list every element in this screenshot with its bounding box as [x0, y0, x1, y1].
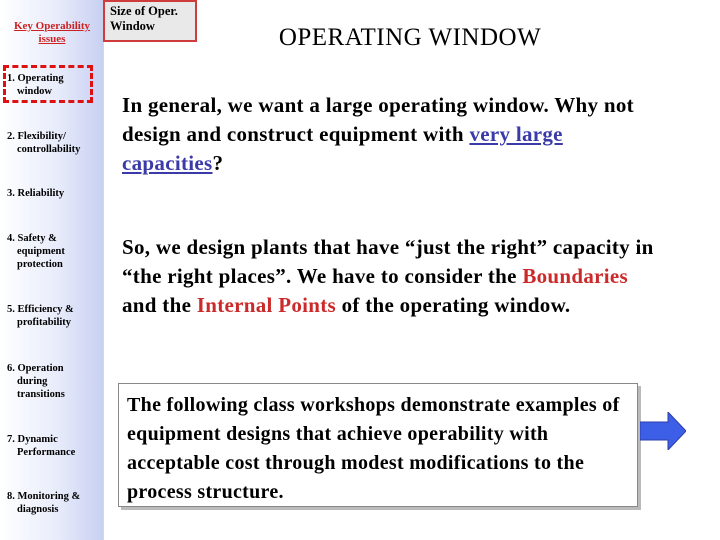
- workshop-note-box: [118, 383, 638, 507]
- sidebar-item-label: transitions: [17, 389, 65, 400]
- paragraph-design-text: So, we design plants that have “just the right” capacity in “the right places”. We have to consider the: [122, 235, 654, 288]
- sidebar-item-efficiency[interactable]: [7, 303, 101, 329]
- sidebar-item-label: controllability: [17, 144, 81, 155]
- sidebar-item-monitoring[interactable]: [7, 490, 101, 516]
- page-title: OPERATING WINDOW: [278, 24, 542, 51]
- sidebar-item-label: 8. Monitoring &: [7, 491, 81, 502]
- sidebar-item-label: 7. Dynamic: [7, 434, 58, 445]
- sidebar-item-label: protection: [17, 259, 63, 270]
- size-box-line2: Window: [110, 19, 155, 33]
- paragraph-design-text: and the: [122, 293, 197, 317]
- internal-points-term: Internal Points: [196, 293, 337, 317]
- paragraph-intro: [122, 91, 662, 178]
- boundaries-term: Boundaries: [522, 264, 629, 288]
- sidebar-title: [6, 20, 98, 46]
- sidebar-item-operating-window[interactable]: [7, 72, 101, 98]
- sidebar: [0, 0, 103, 540]
- sidebar-item-label: 6. Operation: [7, 363, 64, 374]
- sidebar-title-line2: issues: [38, 33, 66, 45]
- sidebar-item-label: during: [17, 376, 48, 387]
- sidebar-item-operation-transitions[interactable]: [7, 362, 101, 401]
- sidebar-item-label: 3. Reliability: [7, 188, 65, 199]
- sidebar-item-label: 5. Efficiency &: [7, 304, 74, 315]
- sidebar-item-label: 2. Flexibility/: [7, 131, 66, 142]
- sidebar-item-dynamic-performance[interactable]: [7, 433, 101, 459]
- sidebar-item-label: 4. Safety &: [7, 233, 57, 244]
- sidebar-item-safety[interactable]: [7, 232, 101, 271]
- paragraph-design-text: of the operating window.: [336, 293, 571, 317]
- sidebar-item-label: profitability: [17, 317, 72, 328]
- sidebar-item-label: window: [17, 86, 53, 97]
- sidebar-item-label: Performance: [17, 447, 76, 458]
- very-large-capacities-link[interactable]: very large capacities: [122, 122, 563, 175]
- sidebar-title-line1: Key Operability: [13, 20, 91, 32]
- sidebar-item-label: 1. Operating: [7, 73, 64, 84]
- paragraph-intro-text: In general, we want a large operating window. Why not design and construct equipment with: [122, 93, 634, 146]
- paragraph-intro-end: ?: [212, 151, 224, 175]
- right-arrow-icon[interactable]: [640, 412, 686, 455]
- sidebar-item-label: diagnosis: [17, 504, 59, 515]
- size-box-line1: Size of Oper.: [110, 4, 178, 18]
- sidebar-item-flexibility[interactable]: [7, 130, 101, 156]
- size-of-operating-window-label: [103, 0, 197, 42]
- paragraph-design: [122, 233, 662, 320]
- workshop-note-text: The following class workshops demonstrate examples of equipment designs that achieve operability with acceptable cost through modest modifications to the process structure.: [127, 394, 620, 503]
- sidebar-item-label: equipment: [17, 246, 65, 257]
- sidebar-item-reliability[interactable]: [7, 187, 101, 200]
